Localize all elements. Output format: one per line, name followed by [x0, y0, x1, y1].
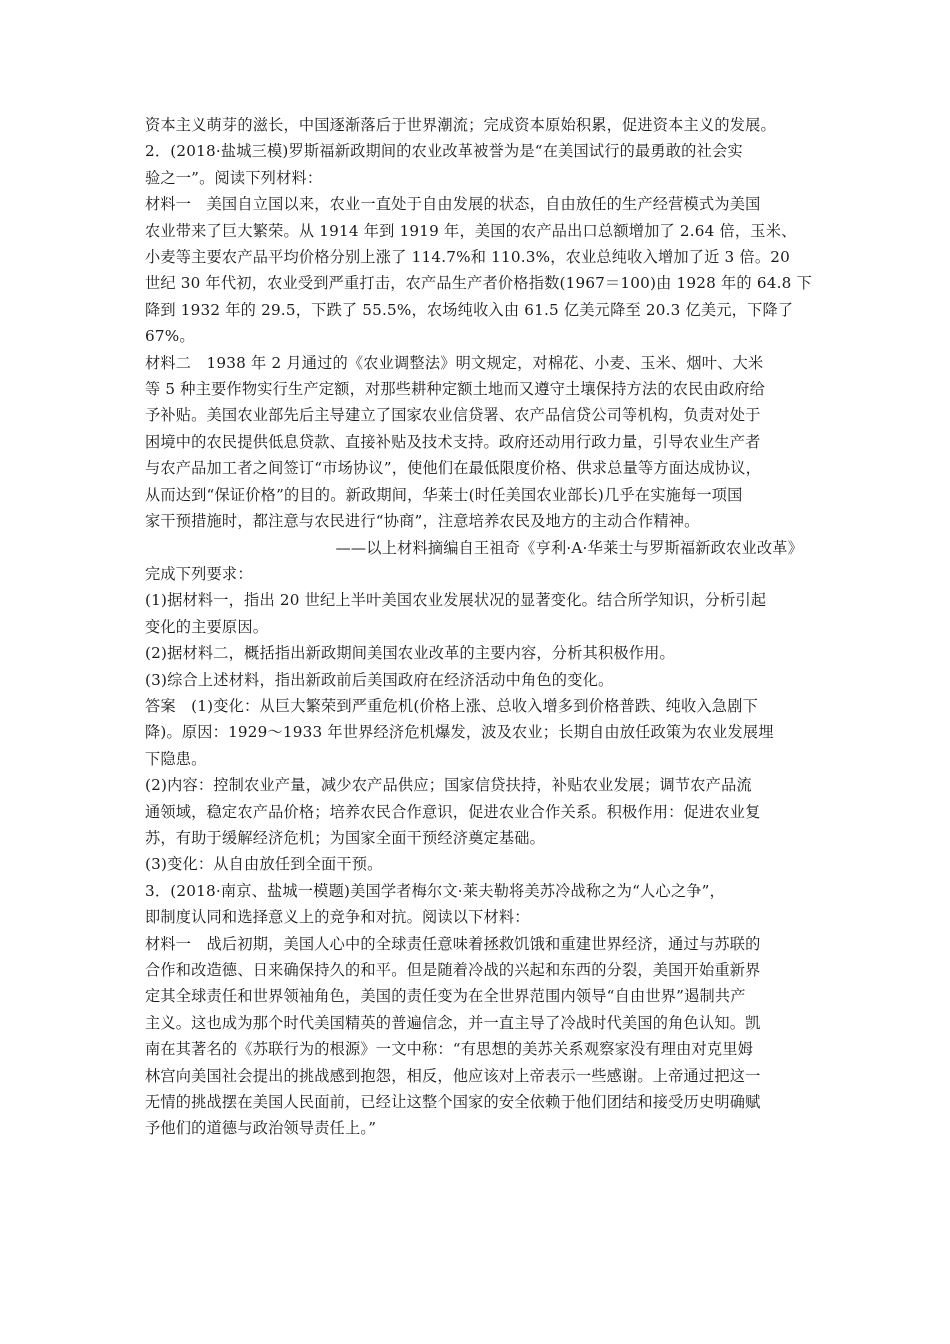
text-line: 即制度认同和选择意义上的竞争和对抗。阅读以下材料： — [145, 908, 530, 927]
text-line: 农业带来了巨大繁荣。从 1914 年到 1919 年，美国的农产品出口总额增加了 2.64 倍，玉米、 — [145, 221, 797, 240]
text-line: 变化的主要原因。 — [145, 617, 269, 636]
text-line: 下隐患。 — [145, 749, 207, 768]
text-line: 南在其著名的《苏联行为的根源》一文中称：“有思想的美苏关系观察家没有理由对克里姆 — [145, 1040, 754, 1059]
text-line: 林宫向美国社会提出的挑战感到抱怨，相反，他应该对上帝表示一些感谢。上帝通过把这一 — [145, 1066, 761, 1085]
text-line: 苏，有助于缓解经济危机；为国家全面干预经济奠定基础。 — [145, 828, 546, 847]
text-line: 小麦等主要农产品平均价格分别上涨了 114.7%和 110.3%，农业总纯收入增加了近 3 倍。20 — [145, 248, 790, 267]
text-line: 完成下列要求： — [145, 564, 253, 583]
text-line: 从而达到“保证价格”的目的。新政期间，华莱士(时任美国农业部长)几乎在实施每一项国 — [145, 485, 743, 504]
text-line: 材料一 战后初期，美国人心中的全球责任意味着拯救饥饿和重建世界经济，通过与苏联的 — [145, 934, 761, 953]
text-line: 困境中的农民提供低息贷款、直接补贴及技术支持。政府还动用行政力量，引导农业生产者 — [145, 432, 761, 451]
text-line: 材料二 1938 年 2 月通过的《农业调整法》明文规定，对棉花、小麦、玉米、烟叶、大米 — [145, 353, 764, 372]
text-line: 材料一 美国自立国以来，农业一直处于自由发展的状态，自由放任的生产经营模式为美国 — [145, 195, 761, 214]
text-line: 主义。这也成为那个时代美国精英的普遍信念，并一直主导了冷战时代美国的角色认知。凯 — [145, 1013, 761, 1032]
text-line: 2．(2018·盐城三模)罗斯福新政期间的农业改革被誉为是“在美国试行的最勇敢的社会实 — [145, 142, 743, 161]
document-body — [145, 112, 817, 1142]
text-line: 与农产品加工者之间签订“市场协议”，使他们在最低限度价格、供求总量等方面达成协议， — [145, 459, 762, 478]
text-line: (3)变化：从自由放任到全面干预。 — [145, 855, 383, 874]
text-line: 答案 (1)变化：从巨大繁荣到严重危机(价格上涨、总收入增多到价格普跌、纯收入急剧下 — [145, 696, 758, 715]
text-line: 67%。 — [145, 327, 195, 346]
text-line: 定其全球责任和世界领袖角色，美国的责任变为在全世界范围内领导“自由世界”遏制共产 — [145, 987, 746, 1006]
text-line: 降)。原因：1929～1933 年世界经济危机爆发，波及农业；长期自由放任政策为农业发展埋 — [145, 723, 774, 742]
text-line: 合作和改造德、日来确保持久的和平。但是随着冷战的兴起和东西的分裂，美国开始重新界 — [145, 961, 761, 979]
text-line: (2)据材料二，概括指出新政期间美国农业改革的主要内容，分析其积极作用。 — [145, 644, 675, 663]
text-line: 通领域，稳定农产品价格；培养农民合作意识，促进农业合作关系。积极作用：促进农业复 — [145, 802, 761, 821]
text-line: 验之一”。阅读下列材料： — [145, 168, 323, 187]
text-line: 予补贴。美国农业部先后主导建立了国家农业信贷署、农产品信贷公司等机构，负责对处于 — [145, 406, 761, 425]
text-line: 3．(2018·南京、盐城一模题)美国学者梅尔文·莱夫勒将美苏冷战称之为“人心之争”， — [145, 881, 725, 900]
text-line: 家干预措施时，都注意与农民进行“协商”，注意培养农民及地方的主动合作精神。 — [145, 512, 700, 531]
text-line: 予他们的道德与政治领导责任上。” — [145, 1119, 377, 1138]
text-line: (3)综合上述材料，指出新政前后美国政府在经济活动中角色的变化。 — [145, 670, 614, 689]
text-line: (2)内容：控制农业产量，减少农产品供应；国家信贷扶持，补贴农业发展；调节农产品流 — [145, 776, 752, 795]
text-line: 等 5 种主要作物实行生产定额，对那些耕种定额土地而又遵守土壤保持方法的农民由政府给 — [145, 380, 766, 399]
text-line: 降到 1932 年的 29.5，下跌了 55.5%，农场纯收入由 61.5 亿美元降至 20.3 亿美元，下降了 — [145, 300, 794, 319]
text-line: ——以上材料摘编自王祖奇《亨利·A·华莱士与罗斯福新政农业改革》 — [335, 538, 803, 557]
text-line: 无情的挑战摆在美国人民面前，已经让这整个国家的安全依赖于他们团结和接受历史明确赋 — [145, 1093, 761, 1112]
text-line: (1)据材料一，指出 20 世纪上半叶美国农业发展状况的显著变化。结合所学知识，分析引起 — [145, 591, 767, 610]
text-line: 世纪 30 年代初，农业受到严重打击，农产品生产者价格指数(1967＝100)由 1928 年的 64.8 下 — [145, 274, 812, 293]
text-line: 资本主义萌芽的滋长，中国逐渐落后于世界潮流；完成资本原始积累，促进资本主义的发展。 — [145, 116, 776, 134]
